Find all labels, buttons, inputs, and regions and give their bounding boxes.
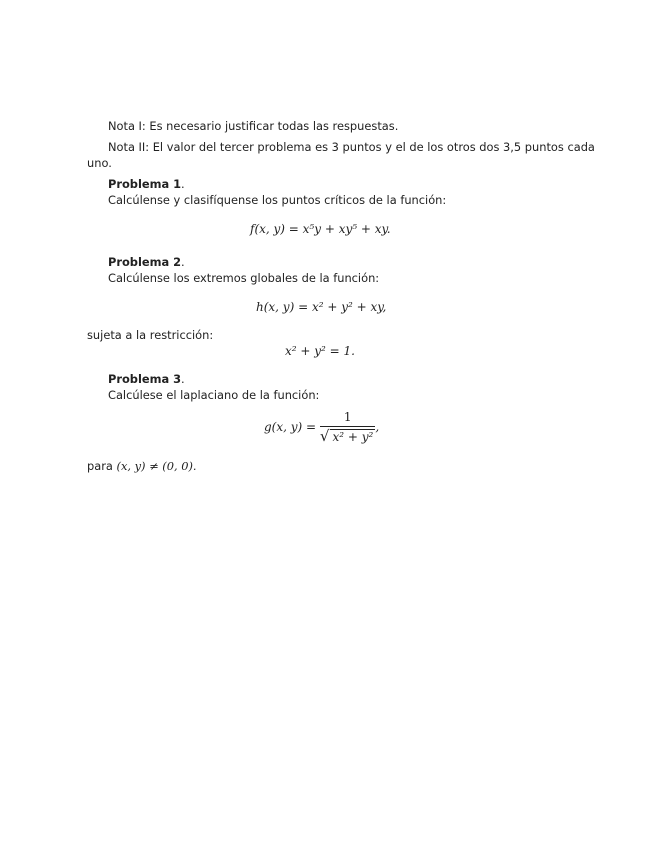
nota-2-line-2: uno. — [87, 156, 112, 170]
problema-3-text: Calcúlese el laplaciano de la función: — [108, 388, 320, 402]
problema-3-heading: Problema 3. — [108, 372, 185, 386]
problema-2-restriction-label: sujeta a la restricción: — [87, 328, 214, 342]
problema-3-condition: (x, y) ≠ (0, 0). — [116, 459, 197, 473]
problema-3-condition-prefix: para — [87, 459, 113, 473]
problema-2-restriction: x² + y² = 1. — [285, 344, 355, 358]
problema-3-denominator — [320, 426, 375, 444]
problema-3-title: Problema 3 — [108, 372, 182, 386]
problema-3-formula: g(x, y) = $\frac{1}{\text{√ x² + y²}}$ , — [264, 410, 380, 445]
problema-2-heading: Problema 2. — [108, 255, 185, 269]
problema-1-heading: Problema 1. — [108, 177, 185, 191]
problema-3-fraction — [320, 410, 375, 444]
problema-3-condition-line — [87, 459, 197, 473]
problema-3-radicand: x² + y² — [332, 430, 374, 444]
problema-1-text: Calcúlense y clasifíquense los puntos críticos de la función: — [108, 193, 447, 207]
problema-3-formula-lhs: g(x, y) = — [264, 420, 317, 434]
problema-1-formula: f(x, y) = x⁵y + xy⁵ + xy. — [250, 222, 391, 236]
nota-2-line-1: Nota II: El valor del tercer problema es 3 puntos y el de los otros dos 3,5 puntos cada — [108, 140, 595, 154]
sqrt-icon: √ — [319, 427, 330, 445]
problema-3-numerator: 1 — [343, 410, 352, 424]
problema-2-formula: h(x, y) = x² + y² + xy, — [256, 300, 387, 314]
problema-2-title: Problema 2 — [108, 255, 182, 269]
nota-1: Nota I: Es necesario justificar todas las respuestas. — [108, 119, 399, 133]
problema-1-title: Problema 1 — [108, 177, 182, 191]
problema-2-text: Calcúlense los extremos globales de la función: — [108, 271, 380, 285]
